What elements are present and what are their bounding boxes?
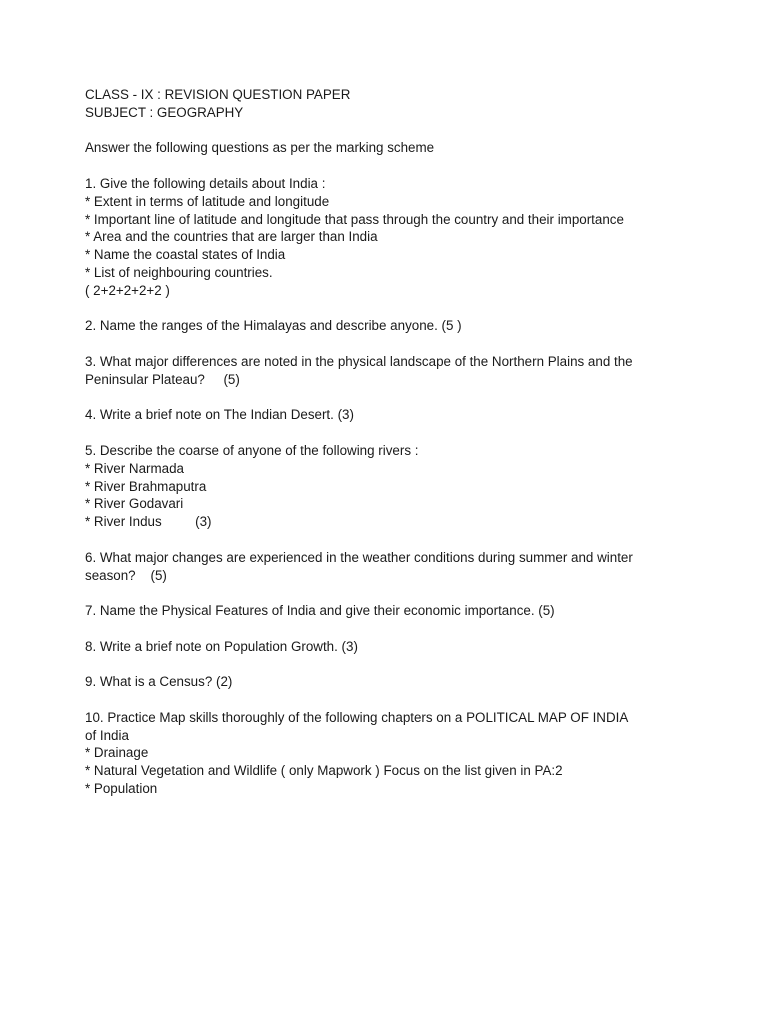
question-line: * List of neighbouring countries.: [85, 264, 273, 280]
question-line: * Drainage: [85, 745, 149, 761]
question-line: of India: [85, 727, 129, 743]
question-item: [85, 638, 725, 656]
question-text: 10. Practice Map skills thoroughly of the following chapters on a POLITICAL MAP OF INDIA: [85, 709, 629, 725]
question-line: * River Godavari: [85, 496, 184, 512]
spacer: [85, 584, 725, 602]
question-item: [85, 353, 725, 389]
question-line: * Extent in terms of latitude and longitude: [85, 193, 330, 209]
spacer: [85, 335, 725, 353]
spacer: [85, 531, 725, 549]
question-text: 7. Name the Physical Features of India and give their economic importance. (5): [85, 603, 555, 619]
question-text: 5. Describe the coarse of anyone of the following rivers :: [85, 442, 419, 458]
question-text: 1. Give the following details about India :: [85, 175, 326, 191]
question-text: 9. What is a Census? (2): [85, 674, 233, 690]
document-subject: SUBJECT : GEOGRAPHY: [85, 104, 244, 120]
question-item: [85, 442, 725, 531]
question-line: * Natural Vegetation and Wildlife ( only Mapwork ) Focus on the list given in PA:2: [85, 763, 563, 779]
question-list: [85, 175, 725, 798]
instruction-text: Answer the following questions as per the marking scheme: [85, 140, 435, 156]
document-page: [85, 86, 725, 798]
spacer: [85, 157, 725, 175]
spacer: [85, 656, 725, 674]
question-text: 8. Write a brief note on Population Growth. (3): [85, 638, 358, 654]
spacer: [85, 620, 725, 638]
spacer: [85, 389, 725, 407]
question-text: 6. What major changes are experienced in the weather conditions during summer and winter: [85, 549, 633, 565]
document-title: CLASS - IX : REVISION QUESTION PAPER: [85, 87, 351, 102]
question-item: [85, 709, 725, 798]
question-text: 3. What major differences are noted in the physical landscape of the Northern Plains and the: [85, 353, 633, 369]
question-line: season? (5): [85, 567, 167, 583]
question-item: [85, 317, 725, 335]
question-line: * River Brahmaputra: [85, 478, 207, 494]
question-item: [85, 406, 725, 424]
question-line: * Area and the countries that are larger than India: [85, 229, 378, 245]
spacer: [85, 122, 725, 140]
question-line: * Important line of latitude and longitude that pass through the country and their importance: [85, 211, 624, 227]
question-item: [85, 549, 725, 585]
question-line: * Population: [85, 781, 158, 797]
question-item: [85, 175, 725, 300]
question-item: [85, 602, 725, 620]
spacer: [85, 300, 725, 318]
question-line: * Name the coastal states of India: [85, 247, 286, 263]
question-text: 2. Name the ranges of the Himalayas and describe anyone. (5 ): [85, 318, 462, 334]
spacer: [85, 691, 725, 709]
spacer: [85, 424, 725, 442]
question-line: * River Narmada: [85, 460, 184, 476]
question-line: ( 2+2+2+2+2 ): [85, 282, 170, 298]
question-item: [85, 673, 725, 691]
question-line: * River Indus (3): [85, 514, 212, 530]
question-line: Peninsular Plateau? (5): [85, 371, 240, 387]
question-text: 4. Write a brief note on The Indian Desert. (3): [85, 407, 354, 423]
